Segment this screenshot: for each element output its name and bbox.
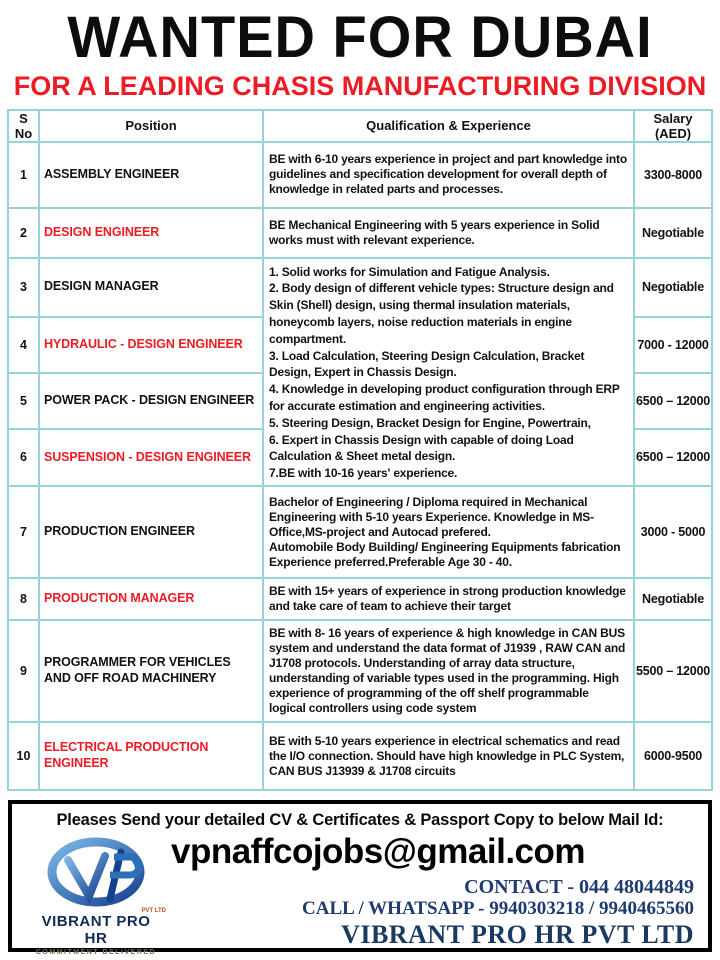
cell-qualification — [263, 486, 634, 578]
logo-tagline: COMMITMENT DELIVERED — [35, 949, 157, 956]
cell-sno: 6 — [8, 429, 39, 486]
cell-salary: 6500 – 12000 — [634, 373, 712, 429]
table-row — [8, 620, 712, 722]
table-row — [8, 258, 712, 317]
cell-position: DESIGN MANAGER — [39, 258, 263, 317]
company-name: VIBRANT PRO HR PVT LTD — [341, 920, 694, 949]
cell-position: ASSEMBLY ENGINEER — [39, 142, 263, 208]
header-position: Position — [39, 110, 263, 142]
qualification-line: 3. Load Calculation, Steering Design Calculation, Bracket Design, Expert in Chassis Design. — [269, 348, 585, 380]
cell-qualification: BE with 15+ years of experience in strong production knowledge and take care of team to achieve their target — [263, 578, 634, 620]
cell-sno: 7 — [8, 486, 39, 578]
cell-position: SUSPENSION - DESIGN ENGINEER — [39, 429, 263, 486]
table-row — [8, 208, 712, 258]
vp-monogram-icon — [40, 897, 152, 914]
company-logo — [28, 836, 164, 956]
contact-email: vpnaffcojobs@gmail.com — [170, 832, 586, 871]
cell-qualification-merged — [263, 258, 634, 486]
qualification-line: Automobile Body Building/ Engineering Equipments fabrication Experience preferred.Preferable Age 30 - 40. — [269, 539, 621, 569]
table-row — [8, 578, 712, 620]
cell-sno: 3 — [8, 258, 39, 317]
footer-contact-box — [8, 800, 712, 956]
header-qualification: Qualification & Experience — [263, 110, 634, 142]
cell-position: DESIGN ENGINEER — [39, 208, 263, 258]
jobs-table — [7, 109, 713, 791]
cell-position: POWER PACK - DESIGN ENGINEER — [39, 373, 263, 429]
cell-sno: 4 — [8, 317, 39, 373]
logo-name-text: VIBRANT PRO HR — [41, 913, 151, 947]
cell-sno: 2 — [8, 208, 39, 258]
qualification-line: 7.BE with 10-16 years' experience. — [269, 466, 458, 481]
cell-qualification: BE with 8- 16 years of experience & high knowledge in CAN BUS system and understand the data format of J1939 , RAW CAN and J1708 protocols. Understanding of array data structure, understanding of variable types used in the programming. High experience of programming of the off shelf programmable logical controllers using code system — [263, 620, 634, 722]
logo-pvt-ltd: PVT LTD — [141, 908, 166, 914]
cell-sno: 10 — [8, 722, 39, 790]
qualification-line: 6. Expert in Chassis Design with capable of doing Load Calculation & Sheet metal design. — [269, 432, 574, 464]
cell-sno: 9 — [8, 620, 39, 722]
cell-position: PROGRAMMER FOR VEHICLES AND OFF ROAD MACHINERY — [39, 620, 263, 722]
cell-salary: 3300-8000 — [634, 142, 712, 208]
cell-sno: 5 — [8, 373, 39, 429]
page-title: WANTED FOR DUBAI — [67, 4, 653, 70]
qualification-line: Bachelor of Engineering / Diploma required in Mechanical Engineering with 5-10 years Experience. Knowledge in MS-Office,MS-project and Autocad prefered. — [269, 494, 594, 539]
table-row — [8, 142, 712, 208]
qualification-line: 2. Body design of different vehicle types: Structure design and Skin (Shell) design, using thermal insulation materials, honeycomb layers, noise reduction materials in engine compartment. — [269, 281, 614, 346]
cell-sno: 8 — [8, 578, 39, 620]
cell-salary: Negotiable — [634, 258, 712, 317]
cell-salary: 7000 - 12000 — [634, 317, 712, 373]
table-row — [8, 722, 712, 790]
cell-salary: 6500 – 12000 — [634, 429, 712, 486]
cell-qualification: BE Mechanical Engineering with 5 years experience in Solid works must with relevant experience. — [263, 208, 634, 258]
cell-salary: 3000 - 5000 — [634, 486, 712, 578]
cell-position: HYDRAULIC - DESIGN ENGINEER — [39, 317, 263, 373]
logo-company-name — [28, 908, 166, 947]
contact-block — [302, 876, 694, 950]
cell-salary: 6000-9500 — [634, 722, 712, 790]
cell-position: PRODUCTION MANAGER — [39, 578, 263, 620]
contact-whatsapp: CALL / WHATSAPP - 9940303218 / 9940465560 — [302, 898, 694, 919]
page-subtitle: FOR A LEADING CHASIS MANUFACTURING DIVISION — [13, 71, 707, 102]
cell-position: PRODUCTION ENGINEER — [39, 486, 263, 578]
cell-qualification: BE with 5-10 years experience in electrical schematics and read the I/O connection. Should have high knowledge in PLC System, CAN BUS J13939 & J1708 circuits — [263, 722, 634, 790]
cell-sno: 1 — [8, 142, 39, 208]
qualification-line: 1. Solid works for Simulation and Fatigue Analysis. — [269, 264, 550, 279]
cell-salary: Negotiable — [634, 208, 712, 258]
cell-qualification: BE with 6-10 years experience in project and part knowledge into guidelines and specification development for overall depth of knowledge in related parts and processes. — [263, 142, 634, 208]
contact-phone: CONTACT - 044 48044849 — [464, 876, 694, 898]
header-salary: Salary (AED) — [634, 110, 712, 142]
header-sno: S No — [8, 110, 39, 142]
cell-salary: Negotiable — [634, 578, 712, 620]
cell-salary: 5500 – 12000 — [634, 620, 712, 722]
qualification-line: 4. Knowledge in developing product configuration through ERP for accurate estimation and engineering activities. — [269, 382, 620, 414]
qualification-line: 5. Steering Design, Bracket Design for Engine, Powertrain, — [269, 415, 591, 430]
cell-position: ELECTRICAL PRODUCTION ENGINEER — [39, 722, 263, 790]
footer-note: Pleases Send your detailed CV & Certificates & Passport Copy to below Mail Id: — [56, 811, 664, 829]
table-row — [8, 486, 712, 578]
table-header-row — [8, 110, 712, 142]
